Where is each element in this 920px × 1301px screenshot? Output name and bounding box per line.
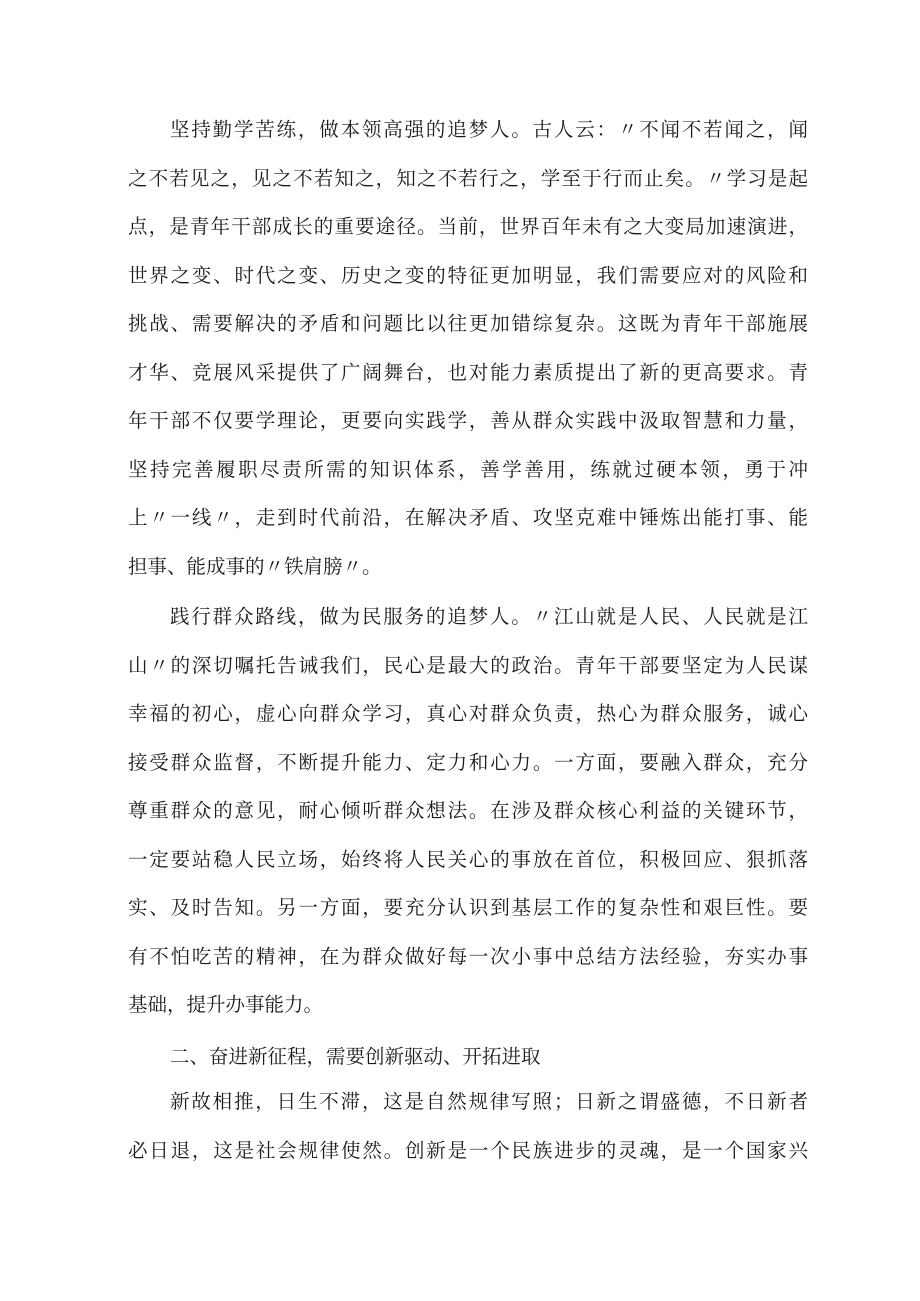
- text-line: 担事、能成事的〃铁肩膀〃。: [128, 554, 382, 578]
- text-line: 点，是青年干部成长的重要途径。当前，世界百年未有之大变局加速演进，: [128, 215, 808, 238]
- text-line: 基础，提升办事能力。: [128, 993, 324, 1016]
- text-line: 有不怕吃苦的精神，在为群众做好每一次小事中总结方法经验，夯实办事: [128, 944, 808, 968]
- text-line: 坚持勤学苦练，做本领高强的追梦人。古人云：〃不闻不若闻之，闻: [170, 118, 808, 141]
- text-line: 接受群众监督，不断提升能力、定力和心力。一方面，要融入群众，充分: [128, 750, 808, 774]
- paragraph-innovation: [128, 1078, 808, 1175]
- paragraph-study: [128, 106, 808, 591]
- text-line: 一定要站稳人民立场，始终将人民关心的事放在首位，积极回应、狠抓落: [128, 847, 808, 871]
- text-line: 山〃的深切嘱托告诫我们，民心是最大的政治。青年干部要坚定为人民谋: [128, 653, 808, 677]
- paragraph-mass-line: [128, 593, 808, 1030]
- text-line: 践行群众路线，做为民服务的追梦人。〃江山就是人民、人民就是江: [170, 605, 808, 628]
- text-line: 才华、竞展风采提供了广阔舞台，也对能力素质提出了新的更高要求。青: [128, 360, 808, 384]
- text-line: 新故相推，日生不滞，这是自然规律写照；日新之谓盛德，不日新者: [170, 1090, 808, 1113]
- text-line: 之不若见之，见之不若知之，知之不若行之，学至于行而止矣。〃学习是起: [128, 166, 808, 190]
- section-heading: 二、奋进新征程，需要创新驱动、开拓进取: [170, 1045, 541, 1068]
- text-line: 实、及时告知。另一方面，要充分认识到基层工作的复杂性和艰巨性。要: [128, 896, 808, 919]
- text-line: 年干部不仅要学理论，更要向实践学，善从群众实践中汲取智慧和力量，: [128, 409, 808, 432]
- text-line: 坚持完善履职尽责所需的知识体系，善学善用，练就过硬本领，勇于冲: [128, 457, 808, 481]
- text-line: 尊重群众的意见，耐心倾听群众想法。在涉及群众核心利益的关键环节，: [128, 799, 808, 822]
- text-line: 上〃一线〃，走到时代前沿，在解决矛盾、攻坚克难中锤炼出能打事、能: [128, 506, 808, 529]
- text-line: 世界之变、时代之变、历史之变的特征更加明显，我们需要应对的风险和: [128, 263, 808, 287]
- text-line: 幸福的初心，虚心向群众学习，真心对群众负责，热心为群众服务，诚心: [128, 702, 808, 725]
- text-line: 挑战、需要解决的矛盾和问题比以往更加错综复杂。这既为青年干部施展: [128, 312, 808, 335]
- text-line: 必日退，这是社会规律使然。创新是一个民族进步的灵魂，是一个国家兴: [128, 1138, 808, 1162]
